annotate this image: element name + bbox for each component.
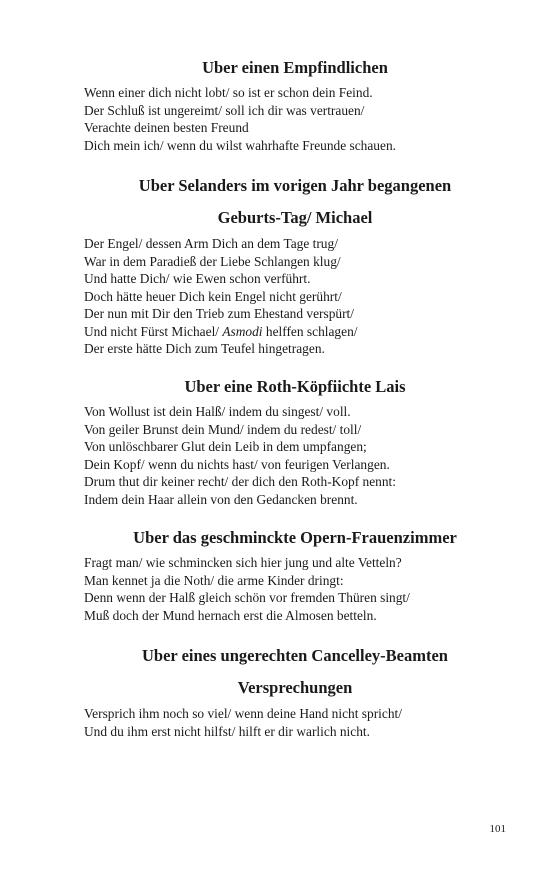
verse-line: Drum thut dir keiner recht/ der dich den Roth-Kopf nennt: <box>84 474 396 489</box>
poem-title <box>0 528 550 548</box>
verse-line: Von Wollust ist dein Halß/ indem du singest/ voll. <box>84 404 351 419</box>
poem-verse <box>84 554 524 624</box>
poem-verse <box>84 403 524 508</box>
verse-line: Muß doch der Mund hernach erst die Almosen betteln. <box>84 607 377 623</box>
verse-line: Von geiler Brunst dein Mund/ indem du redest/ toll/ <box>84 421 362 437</box>
verse-line: Dich mein ich/ wenn du wilst wahrhafte Freunde schauen. <box>84 137 396 153</box>
verse-line: Von unlöschbarer Glut dein Leib in dem umpfangen; <box>84 439 367 454</box>
poem-title-line: Geburts-Tag/ Michael <box>217 208 373 227</box>
verse-line: Der nun mit Dir den Trieb zum Ehestand verspürt/ <box>84 306 355 321</box>
poem-title-line: Uber eine Roth-Köpfiichte Lais <box>184 377 406 396</box>
page-number: 101 <box>489 823 506 835</box>
poem-title-line: Uber eines ungerechten Cancelley-Beamten <box>142 646 448 665</box>
verse-line: Und du ihm erst nicht hilfst/ hilft er dir warlich nicht. <box>84 723 370 739</box>
verse-line: War in dem Paradieß der Liebe Schlangen klug/ <box>84 253 341 269</box>
poem-title-continued <box>0 678 550 698</box>
verse-line: Dein Kopf/ wenn du nichts hast/ von feurigen Verlangen. <box>84 456 390 472</box>
verse-line: Der Schluß ist ungereimt/ soll ich dir was vertrauen/ <box>84 102 365 118</box>
verse-line: Man kennet ja die Noth/ die arme Kinder dringt: <box>84 572 344 588</box>
verse-line: Fragt man/ wie schmincken sich hier jung und alte Vetteln? <box>84 555 402 570</box>
poem-title <box>0 377 550 397</box>
poem-title <box>0 176 550 196</box>
poem-title-line: Versprechungen <box>237 678 353 697</box>
verse-line: Versprich ihm noch so viel/ wenn deine Hand nicht spricht/ <box>84 706 402 721</box>
poem-verse <box>84 705 524 740</box>
poem-title-line: Uber das geschminckte Opern-Frauenzimmer <box>133 528 457 547</box>
verse-line: Denn wenn der Halß gleich schön vor fremden Thüren singt/ <box>84 590 410 605</box>
verse-line: Verachte deinen besten Freund <box>84 120 249 135</box>
verse-line: Doch hätte heuer Dich kein Engel nicht gerührt/ <box>84 288 342 304</box>
poem-verse <box>84 84 524 154</box>
poem-title-line: Uber Selanders im vorigen Jahr begangenen <box>138 176 452 195</box>
poem-title <box>0 646 550 666</box>
verse-line: Wenn einer dich nicht lobt/ so ist er schon dein Feind. <box>84 85 373 100</box>
verse-line: Der erste hätte Dich zum Teufel hingetragen. <box>84 341 325 356</box>
poem-title <box>0 58 550 78</box>
verse-line: Und hatte Dich/ wie Ewen schon verführt. <box>84 271 311 286</box>
poem-verse <box>84 235 524 358</box>
poem-title-line: Uber einen Empfindlichen <box>202 58 388 77</box>
poem-title-continued <box>0 208 550 228</box>
verse-line: Indem dein Haar allein von den Gedancken brennt. <box>84 491 358 507</box>
italic-name: Asmodi <box>222 323 263 339</box>
verse-line: Der Engel/ dessen Arm Dich an dem Tage trug/ <box>84 236 338 251</box>
verse-line: Und nicht Fürst Michael/ Asmodi helffen schlagen/ <box>84 323 358 339</box>
